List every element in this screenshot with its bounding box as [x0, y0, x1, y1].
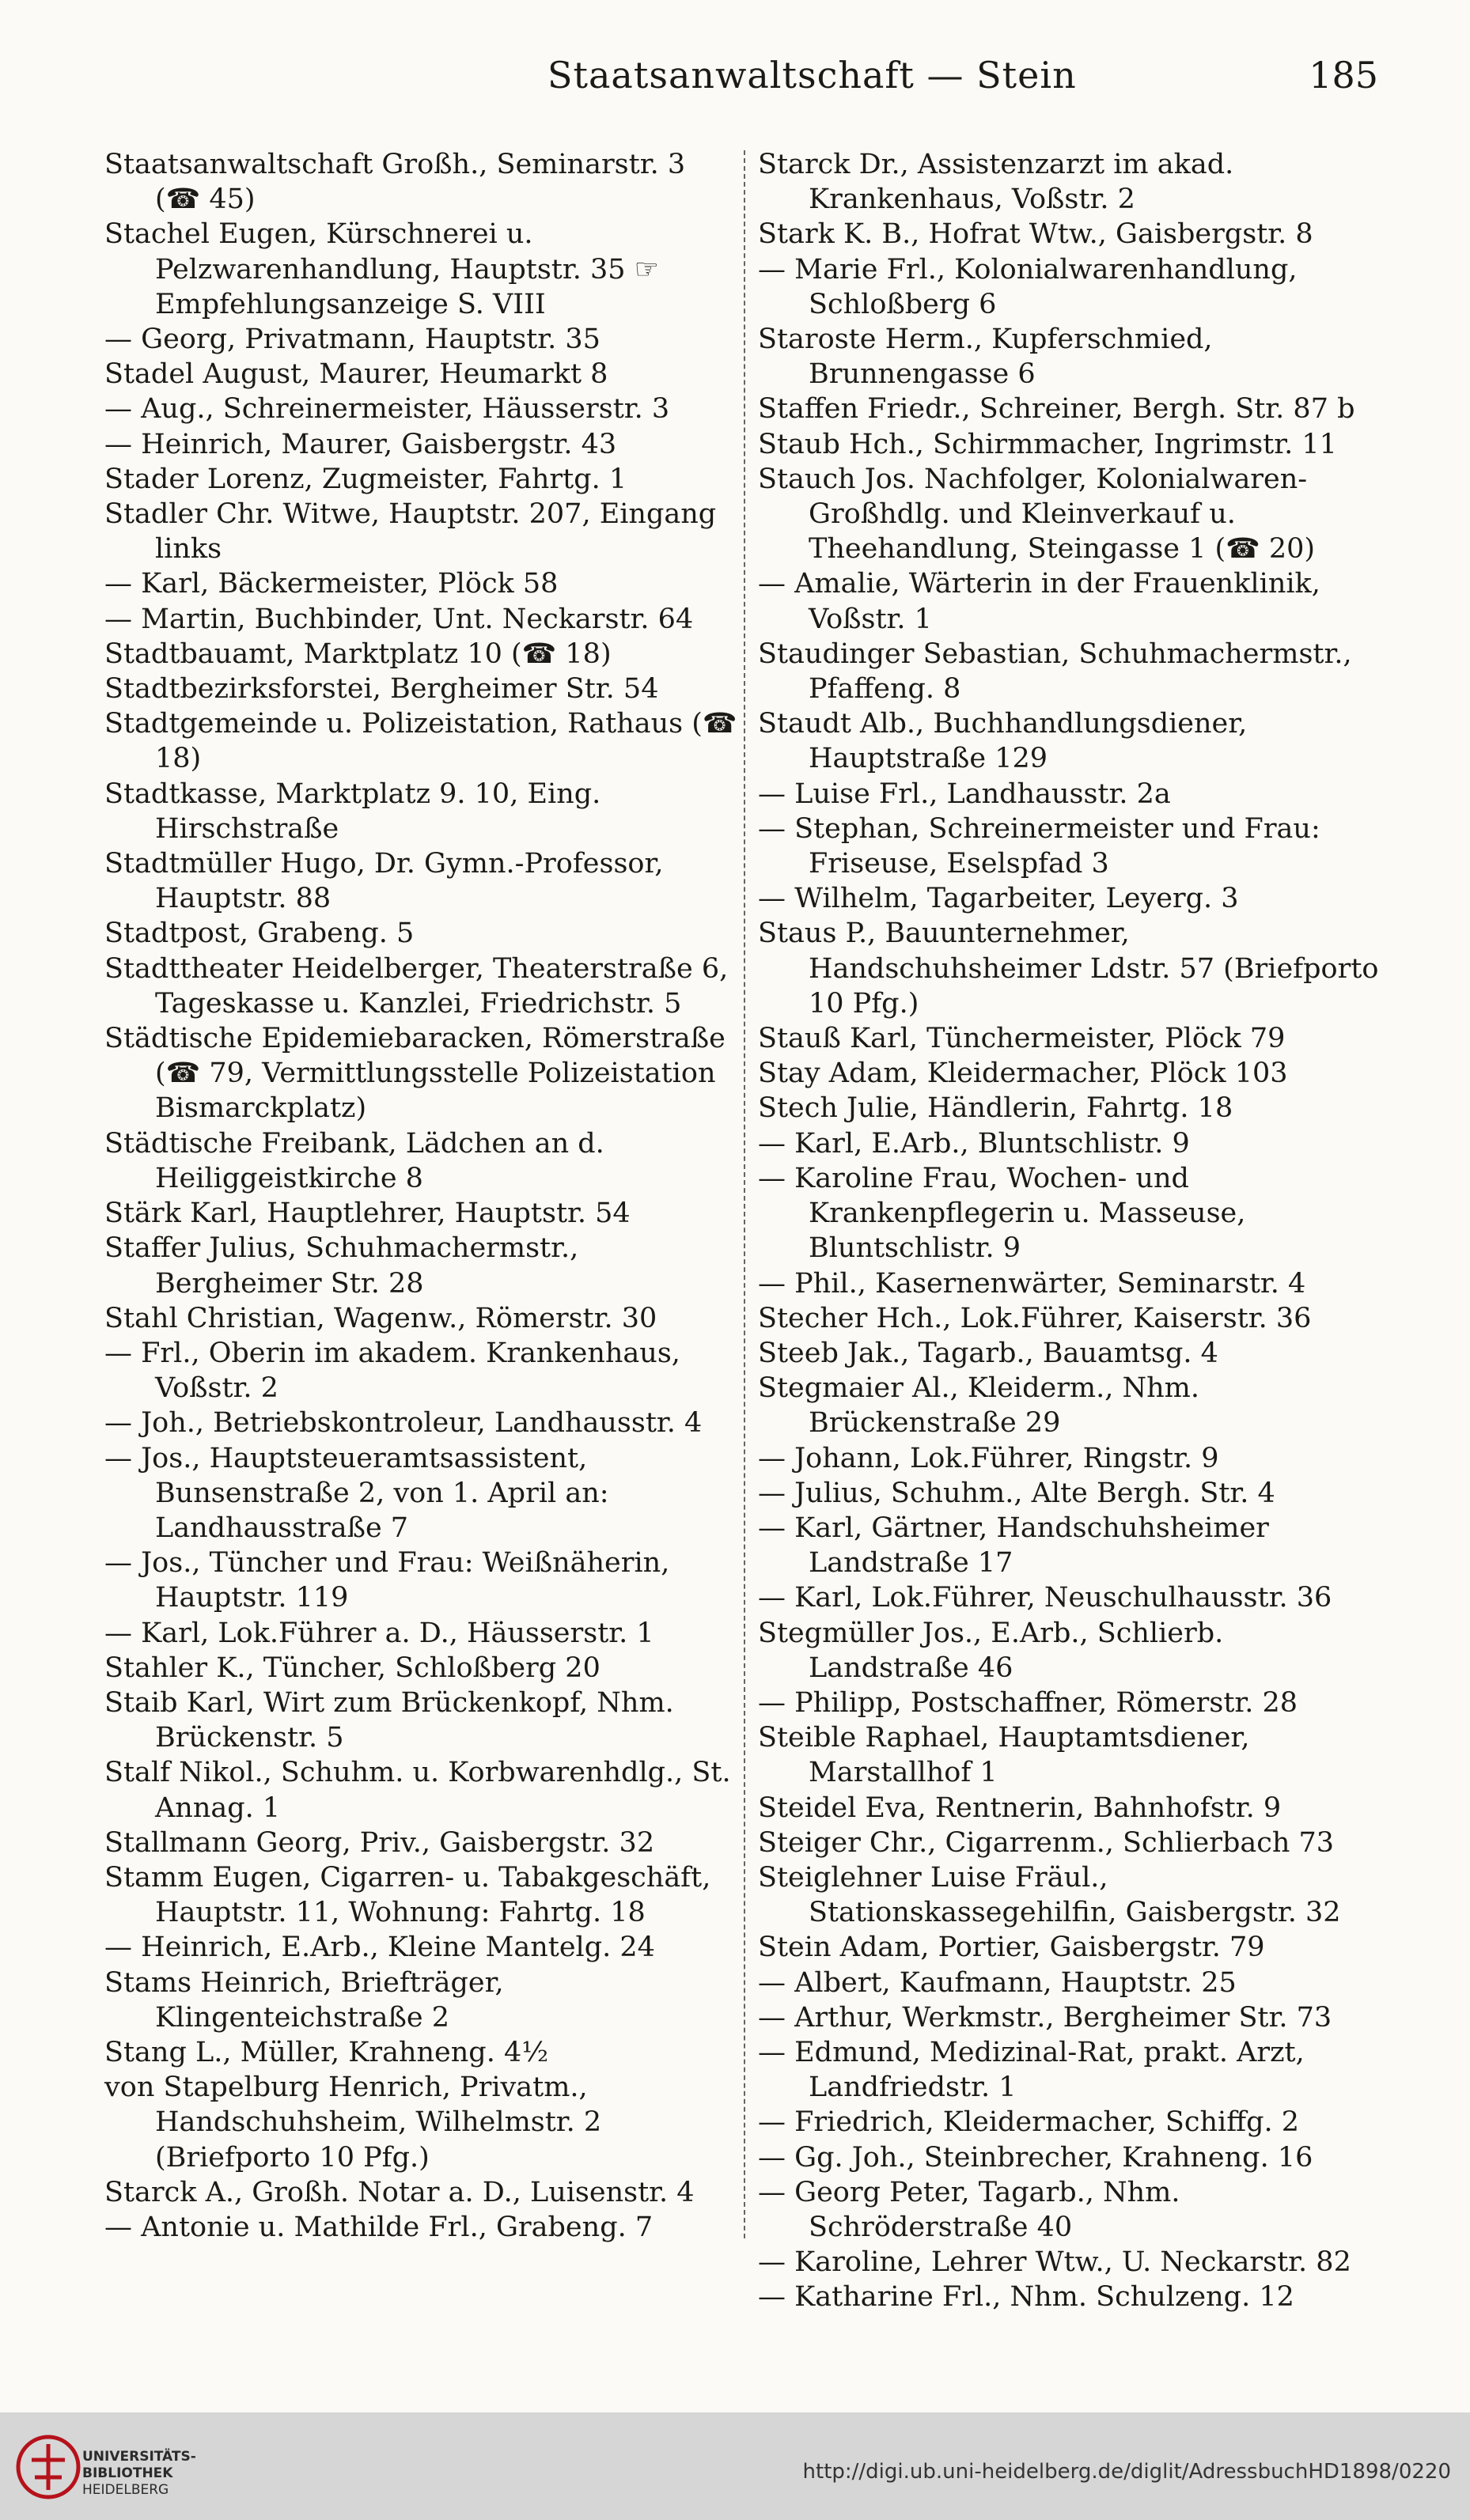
directory-entry: Staffer Julius, Schuhmachermstr., Bergheimer Str. 28 [104, 1232, 579, 1300]
directory-entry: — Georg Peter, Tagarb., Nhm. Schröderstraße 40 [758, 2176, 1180, 2243]
library-name [82, 2449, 196, 2499]
directory-entry: Stadel August, Maurer, Heumarkt 8 [104, 358, 608, 391]
directory-entry: — Joh., Betriebskontroleur, Landhausstr. 4 [104, 1407, 703, 1440]
source-url[interactable]: http://digi.ub.uni-heidelberg.de/diglit/AdressbuchHD1898/0220 [802, 2460, 1451, 2484]
directory-entry: Stegmaier Al., Kleiderm., Nhm. Brückenstraße 29 [758, 1372, 1199, 1440]
directory-entry: Steiger Chr., Cigarrenm., Schlierbach 73 [758, 1826, 1335, 1859]
directory-entry: Stader Lorenz, Zugmeister, Fahrtg. 1 [104, 463, 627, 495]
directory-entry: — Karl, Bäckermeister, Plöck 58 [104, 568, 559, 600]
directory-entry: — Wilhelm, Tagarbeiter, Leyerg. 3 [758, 883, 1239, 915]
directory-entry: — Luise Frl., Landhausstr. 2a [758, 778, 1171, 810]
directory-entry: Stauß Karl, Tünchermeister, Plöck 79 [758, 1023, 1286, 1055]
column-divider [744, 150, 745, 2238]
directory-entry: Stech Julie, Händlerin, Fahrtg. 18 [758, 1092, 1233, 1125]
directory-entry: — Edmund, Medizinal-Rat, prakt. Arzt, Landfriedstr. 1 [758, 2036, 1305, 2104]
directory-entry: Staroste Herm., Kupferschmied, Brunnengasse 6 [758, 324, 1213, 391]
page-header [104, 54, 1378, 104]
directory-entry: Staub Hch., Schirmmacher, Ingrimstr. 11 [758, 428, 1337, 460]
library-name-line3: HEIDELBERG [82, 2482, 169, 2498]
directory-entry: — Johann, Lok.Führer, Ringstr. 9 [758, 1442, 1219, 1474]
directory-entry: Stauch Jos. Nachfolger, Kolonialwaren-Großhdlg. und Kleinverkauf u. Theehandlung, Steingasse 1 (☎ 20) [758, 463, 1316, 566]
right-column [758, 147, 1391, 2315]
footer-bar [0, 2412, 1470, 2520]
directory-entry: Stay Adam, Kleidermacher, Plöck 103 [758, 1058, 1288, 1090]
directory-entry: Stadler Chr. Witwe, Hauptstr. 207, Eingang links [104, 498, 717, 566]
directory-entry: Staudt Alb., Buchhandlungsdiener, Hauptstraße 129 [758, 708, 1248, 775]
running-head: Staatsanwaltschaft — Stein [547, 54, 1077, 96]
left-column [104, 147, 737, 2245]
directory-entry: — Karl, Lok.Führer, Neuschulhausstr. 36 [758, 1582, 1332, 1614]
directory-entry: — Albert, Kaufmann, Hauptstr. 25 [758, 1966, 1237, 1999]
directory-entry: Stadttheater Heidelberger, Theaterstraße 6, Tageskasse u. Kanzlei, Friedrichstr. 5 [104, 952, 729, 1020]
directory-entry: — Phil., Kasernenwärter, Seminarstr. 4 [758, 1267, 1306, 1300]
directory-entry: Stahler K., Tüncher, Schloßberg 20 [104, 1652, 601, 1684]
directory-entry: — Katharine Frl., Nhm. Schulzeng. 12 [758, 2281, 1294, 2314]
directory-entry: — Stephan, Schreinermeister und Frau: Friseuse, Eselspfad 3 [758, 812, 1320, 880]
directory-entry: Städtische Epidemiebaracken, Römerstraße (☎ 79, Vermittlungsstelle Polizeistation Bismarckplatz) [104, 1023, 726, 1125]
directory-entry: Städtische Freibank, Lädchen an d. Heiliggeistkirche 8 [104, 1127, 604, 1194]
directory-entry: Stecher Hch., Lok.Führer, Kaiserstr. 36 [758, 1302, 1312, 1334]
directory-entry: Stams Heinrich, Briefträger, Klingenteichstraße 2 [104, 1966, 504, 2034]
directory-entry: Starck Dr., Assistenzarzt im akad. Krankenhaus, Voßstr. 2 [758, 149, 1234, 216]
directory-entry: — Aug., Schreinermeister, Häusserstr. 3 [104, 393, 670, 426]
directory-entry: Stegmüller Jos., E.Arb., Schlierb. Landstraße 46 [758, 1617, 1224, 1684]
directory-entry: Stang L., Müller, Krahneng. 4½ [104, 2036, 549, 2068]
directory-entry: — Marie Frl., Kolonialwarenhandlung, Schloßberg 6 [758, 253, 1298, 320]
directory-entry: — Jos., Tüncher und Frau: Weißnäherin, Hauptstr. 119 [104, 1547, 670, 1614]
library-name-line1: UNIVERSITÄTS- [82, 2449, 196, 2465]
directory-entry: Starck A., Großh. Notar a. D., Luisenstr. 4 [104, 2176, 695, 2208]
directory-entry: Staffen Friedr., Schreiner, Bergh. Str. 87 b [758, 393, 1355, 426]
directory-entry: — Antonie u. Mathilde Frl., Grabeng. 7 [104, 2211, 654, 2243]
directory-entry: Stamm Eugen, Cigarren- u. Tabakgeschäft, Hauptstr. 11, Wohnung: Fahrtg. 18 [104, 1861, 711, 1929]
library-name-line2: BIBLIOTHEK [82, 2465, 173, 2481]
directory-entry: Steeb Jak., Tagarb., Bauamtsg. 4 [758, 1337, 1218, 1369]
directory-entry: Stadtbezirksforstei, Bergheimer Str. 54 [104, 673, 659, 706]
directory-entry: Steidel Eva, Rentnerin, Bahnhofstr. 9 [758, 1792, 1282, 1824]
directory-entry: Staus P., Bauunternehmer, Handschuhsheimer Ldstr. 57 (Briefporto 10 Pfg.) [758, 918, 1379, 1020]
directory-entry: — Jos., Hauptsteueramtsassistent, Bunsenstraße 2, von 1. April an: Landhausstraße 7 [104, 1442, 609, 1544]
directory-entry: — Arthur, Werkmstr., Bergheimer Str. 73 [758, 2001, 1332, 2034]
directory-entry: Stallmann Georg, Priv., Gaisbergstr. 32 [104, 1826, 655, 1859]
directory-entry: — Heinrich, E.Arb., Kleine Mantelg. 24 [104, 1932, 655, 1964]
directory-entry: von Stapelburg Henrich, Privatm., Handschuhsheim, Wilhelmstr. 2 (Briefporto 10 Pfg.) [104, 2072, 602, 2174]
university-seal-icon [14, 2433, 82, 2501]
directory-entry: Stadtgemeinde u. Polizeistation, Rathaus (☎ 18) [104, 708, 737, 775]
page-number: 185 [1309, 54, 1378, 96]
directory-entry: Stachel Eugen, Kürschnerei u. Pelzwarenhandlung, Hauptstr. 35 ☞ Empfehlungsanzeige S. VIII [104, 218, 660, 320]
directory-entry: — Karl, Lok.Führer a. D., Häusserstr. 1 [104, 1617, 654, 1649]
directory-entry: Stärk Karl, Hauptlehrer, Hauptstr. 54 [104, 1198, 631, 1230]
directory-entry: Stark K. B., Hofrat Wtw., Gaisbergstr. 8 [758, 218, 1313, 251]
directory-entry: — Amalie, Wärterin in der Frauenklinik, Voßstr. 1 [758, 568, 1320, 635]
directory-entry: Stadtpost, Grabeng. 5 [104, 918, 415, 950]
directory-entry: Steiglehner Luise Fräul., Stationskassegehilfin, Gaisbergstr. 32 [758, 1861, 1341, 1929]
directory-entry: — Georg, Privatmann, Hauptstr. 35 [104, 324, 601, 356]
directory-entry: Stein Adam, Portier, Gaisbergstr. 79 [758, 1932, 1265, 1964]
directory-entry: Stadtbauamt, Marktplatz 10 (☎ 18) [104, 638, 612, 670]
directory-entry: — Philipp, Postschaffner, Römerstr. 28 [758, 1686, 1298, 1719]
directory-entry: — Karoline, Lehrer Wtw., U. Neckarstr. 82 [758, 2246, 1351, 2279]
directory-entry: — Martin, Buchbinder, Unt. Neckarstr. 64 [104, 603, 694, 635]
directory-entry: — Friedrich, Kleidermacher, Schiffg. 2 [758, 2106, 1300, 2139]
directory-entry: — Karl, E.Arb., Bluntschlistr. 9 [758, 1127, 1190, 1160]
directory-entry: — Karoline Frau, Wochen- und Krankenpflegerin u. Masseuse, Bluntschlistr. 9 [758, 1162, 1246, 1265]
directory-entry: — Heinrich, Maurer, Gaisbergstr. 43 [104, 428, 617, 460]
directory-entry: Steible Raphael, Hauptamtsdiener, Marstallhof 1 [758, 1722, 1250, 1789]
directory-entry: — Gg. Joh., Steinbrecher, Krahneng. 16 [758, 2141, 1313, 2174]
directory-entry: Stadtmüller Hugo, Dr. Gymn.-Professor, Hauptstr. 88 [104, 848, 664, 915]
directory-entry: Stalf Nikol., Schuhm. u. Korbwarenhdlg., St. Annag. 1 [104, 1757, 731, 1824]
directory-entry: Staib Karl, Wirt zum Brückenkopf, Nhm. Brückenstr. 5 [104, 1686, 674, 1754]
directory-entry: Staatsanwaltschaft Großh., Seminarstr. 3 (☎ 45) [104, 149, 686, 216]
directory-entry: — Karl, Gärtner, Handschuhsheimer Landstraße 17 [758, 1512, 1269, 1580]
directory-entry: Stahl Christian, Wagenw., Römerstr. 30 [104, 1302, 657, 1334]
directory-entry: — Julius, Schuhm., Alte Bergh. Str. 4 [758, 1477, 1275, 1509]
directory-entry: Stadtkasse, Marktplatz 9. 10, Eing. Hirschstraße [104, 778, 601, 845]
directory-entry: — Frl., Oberin im akadem. Krankenhaus, Voßstr. 2 [104, 1337, 680, 1405]
directory-entry: Staudinger Sebastian, Schuhmachermstr., Pfaffeng. 8 [758, 638, 1352, 706]
